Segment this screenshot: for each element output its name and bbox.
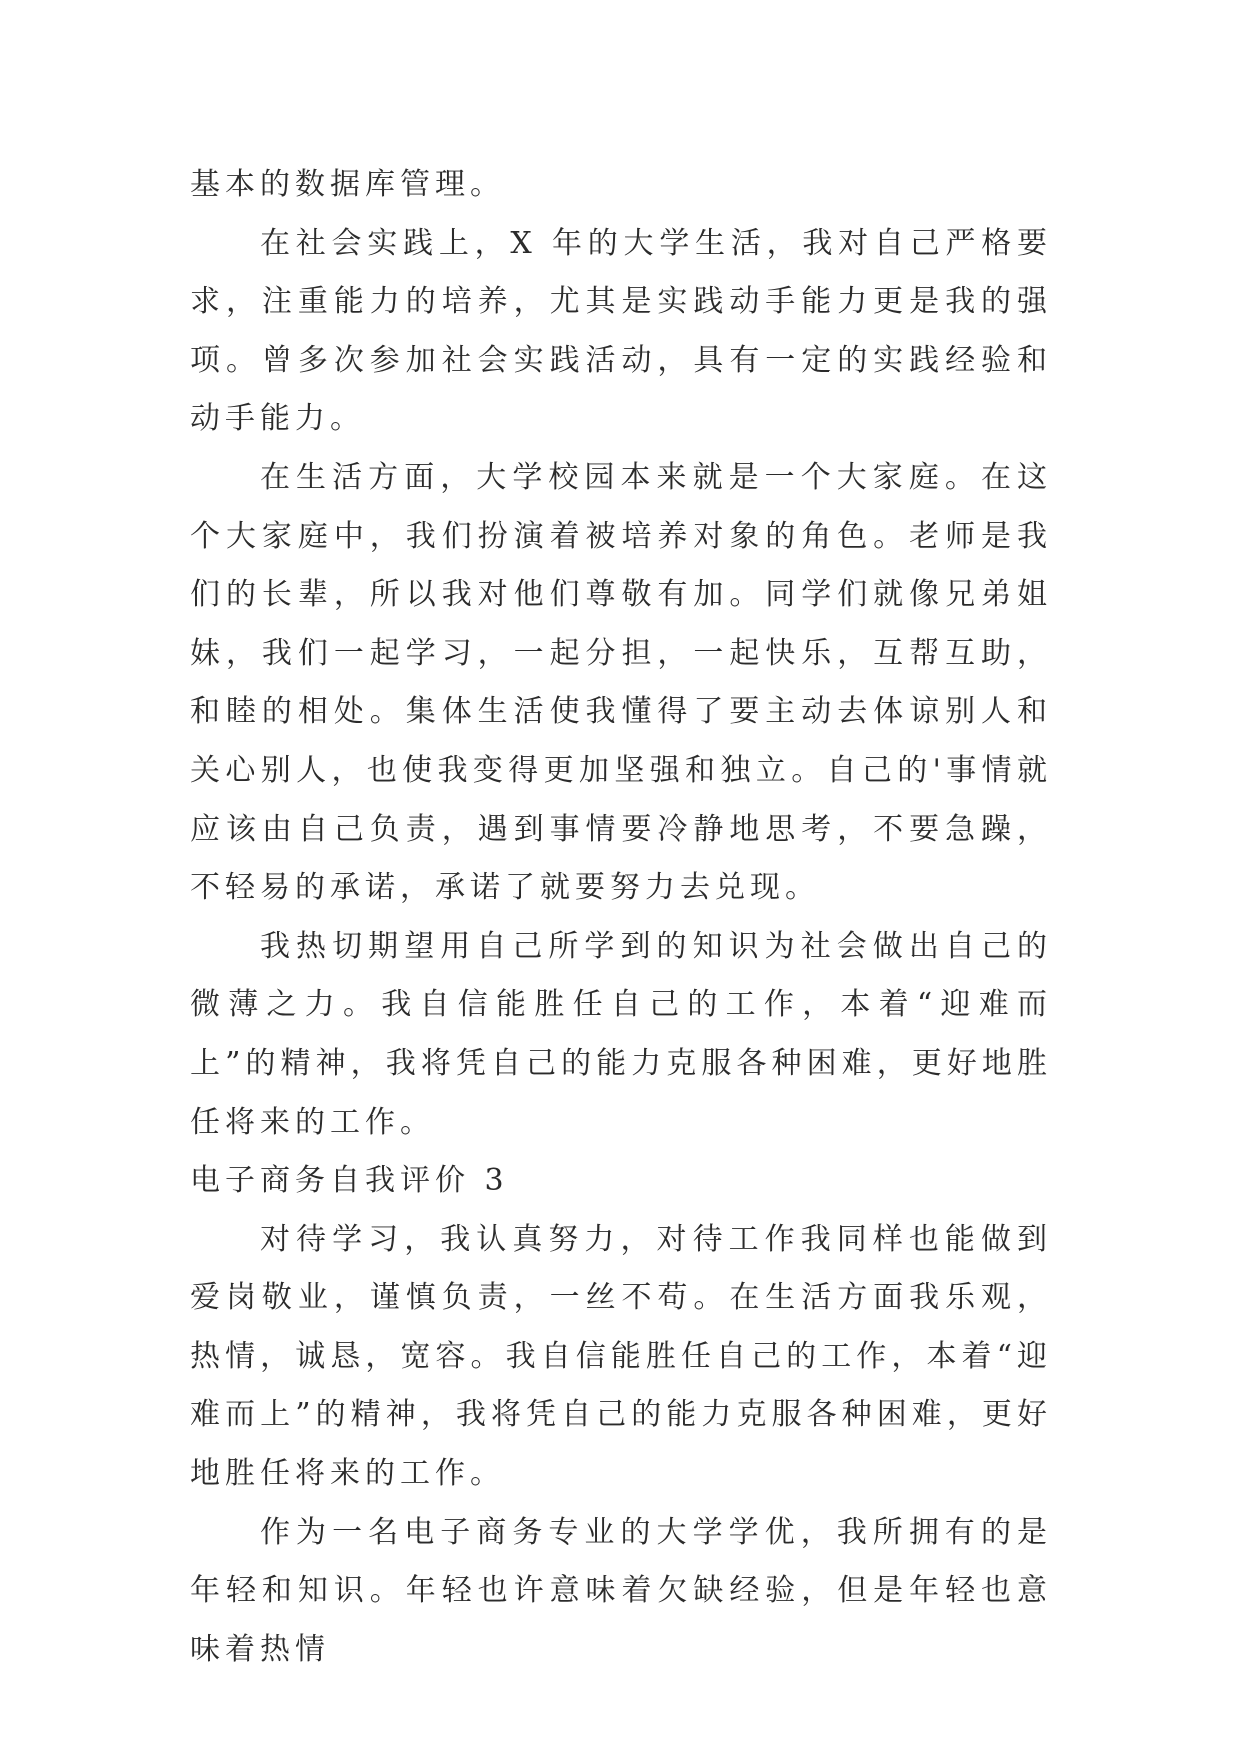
paragraph-aspiration: 我热切期望用自己所学到的知识为社会做出自己的微薄之力。我自信能胜任自己的工作，本着“迎难而上”的精神，我将凭自己的能力克服各种困难，更好地胜任将来的工作。: [190, 928, 1052, 1140]
paragraph-youth-knowledge: 作为一名电子商务专业的大学学优，我所拥有的是年轻和知识。年轻也许意味着欠缺经验，但是年轻也意味着热情: [190, 1514, 1052, 1667]
section-heading: 电子商务自我评价 3: [190, 1163, 509, 1199]
paragraph-social-practice: 在社会实践上，X 年的大学生活，我对自己严格要求，注重能力的培养，尤其是实践动手能力更是我的强项。曾多次参加社会实践活动，具有一定的实践经验和动手能力。: [190, 225, 1052, 437]
document-body: [190, 156, 1052, 1679]
paragraph-campus-life: 在生活方面，大学校园本来就是一个大家庭。在这个大家庭中，我们扮演着被培养对象的角色。老师是我们的长辈，所以我对他们尊敬有加。同学们就像兄弟姐妹，我们一起学习，一起分担，一起快乐，互帮互助，和睦的相处。集体生活使我懂得了要主动去体谅别人和关心别人，也使我变得更加坚强和独立。自己的'事情就应该由自己负责，遇到事情要冷静地思考，不要急躁，不轻易的承诺，承诺了就要努力去兑现。: [190, 459, 1052, 906]
paragraph-study-attitude: 对待学习，我认真努力，对待工作我同样也能做到爱岗敬业，谨慎负责，一丝不苟。在生活方面我乐观，热情，诚恳，宽容。我自信能胜任自己的工作，本着“迎难而上”的精神，我将凭自己的能力克服各种困难，更好地胜任将来的工作。: [190, 1221, 1052, 1492]
paragraph-continuation: 基本的数据库管理。: [190, 167, 505, 202]
